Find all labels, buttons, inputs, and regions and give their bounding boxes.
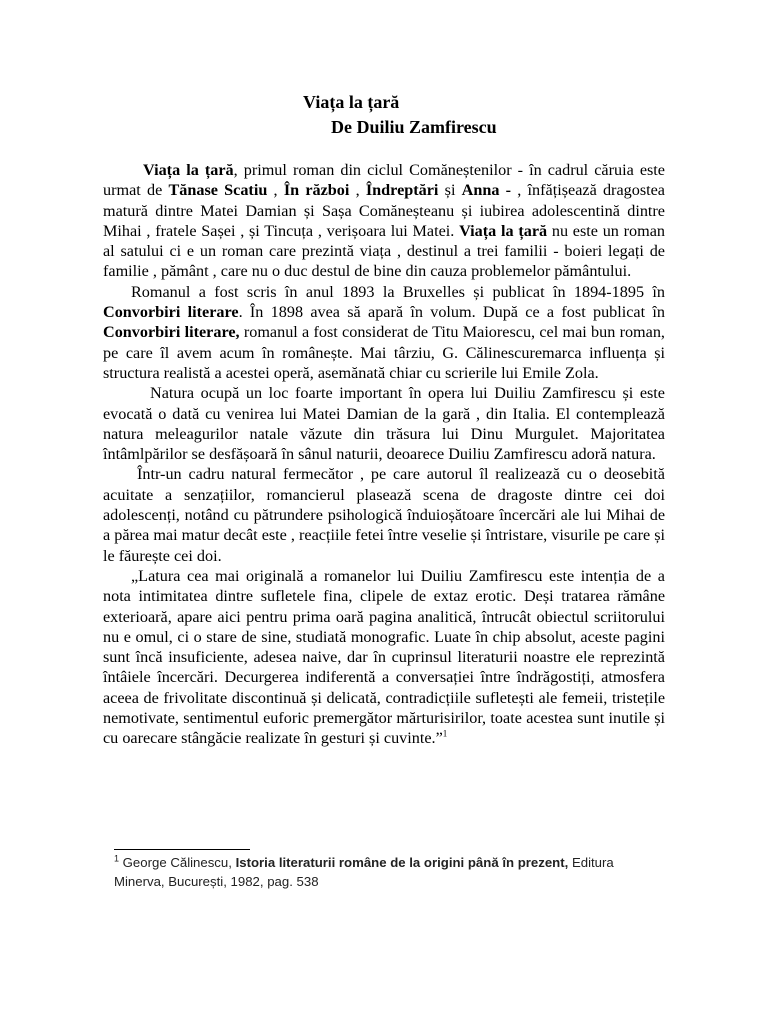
paragraph (103, 566, 665, 749)
text-run: , înfățișează dragostea matură dintre Matei Damian și Sașa Comăneșteanu și iubirea adolescentină dintre Mihai , fratele Sașei , și Tincuța , verișoara lui Matei. (103, 181, 665, 240)
text-run: Într-un cadru natural fermecător , pe care autorul îl realizează cu o deosebită acuitate a senzațiilor, romancierul plasează scena de dragoste dintre cei doi adolescenți, notând cu pătrundere psihologică înduioșătoare încercări ale lui Mihai de a părea mai matur decât este , reacțiile fetei între veselie și întristare, visurile pe care și le făurește cei doi. (103, 465, 665, 565)
text-run: Natura ocupă un loc foarte important în opera lui Duiliu Zamfirescu și este evocată o dată cu venirea lui Matei Damian de la gară , din Italia. El contemplează natura meleagurilor natale văzute din trăsura lui Dinu Murgulet. Majoritatea întâmlpărilor se desfășoară în sânul naturii, deoarece Duiliu Zamfirescu adoră natura. (103, 384, 665, 464)
paragraph (103, 383, 665, 464)
text-run: Editura Minerva, București, 1982, pag. 538 (114, 855, 614, 889)
paragraph (103, 464, 665, 565)
footnote (114, 853, 664, 891)
text-run: . În 1898 avea să apară în volum. După ce a fost publicat în (238, 303, 665, 322)
bold-text: Anna - (461, 181, 512, 200)
bold-text: Convorbiri literare, (103, 323, 240, 342)
text-run: Romanul a fost scris în anul 1893 la Bruxelles și publicat în 1894-1895 în (131, 282, 665, 301)
footnote-ref: 1 (442, 728, 448, 739)
text-run: George Călinescu, (119, 855, 236, 870)
bold-text: Viața la țară (459, 221, 548, 240)
text-run: nu este un roman al satului ci e un roman care prezintă viața , destinul a trei familii - boieri legați de familie , pământ , care nu o duc destul de bine din cauza problemelor pământului. (103, 221, 665, 281)
bold-text: Istoria literaturii române de la origini până în prezent, (235, 855, 569, 870)
bold-text: Convorbiri literare (103, 303, 239, 322)
bold-text: Tănase Scatiu (168, 181, 268, 200)
text-run: romanul a fost considerat de Titu Maiorescu, cel mai bun roman, pe care îl avem acum în românește. Mai târziu, G. Călinescuremarca influența și structura realistă a acestei operă, asemănată chiar cu scrierile lui Emile Zola. (103, 323, 665, 382)
bold-text: Viața la țară (143, 161, 234, 179)
document-subtitle: De Duiliu Zamfirescu (331, 117, 497, 137)
paragraph (103, 160, 665, 282)
document-body (103, 160, 665, 749)
document-title: Viața la țară (303, 92, 400, 112)
text-run: , (267, 181, 284, 200)
text-run: , (349, 181, 366, 200)
footnote-divider (114, 849, 250, 850)
text-run: „Latura cea mai originală a romanelor lui Duiliu Zamfirescu este intenția de a nota intimitatea dintre sufletele fina, clipele de extaz erotic. Deși tratarea rămâne exterioară, apare aici pentru prima oară pagina analitică, întrucât obiectul scriitorului nu e omul, ci o stare de sine, studiată monografic. Luate în chip absolut, aceste pagini sunt încă insuficiente, adesea naive, dar în cuprinsul literaturii noastre ele reprezintă întâiele încercări. Decurgerea indiferentă a conversației între îndrăgostiți, atmosfera aceea de frivolitate discontinuă și delicată, contradicțiile sufletești ale femeii, tristețile nemotivate, sentimentul euforic premergător mărturisirilor, toate acestea sunt inutile și cu oarecare stângăcie realizate în gesturi și cuvinte.” (103, 566, 665, 748)
bold-text: În război (283, 181, 350, 200)
footnote-marker: 1 (114, 853, 120, 864)
text-run: , primul roman din ciclul Comăneștenilor - în cadrul căruia este urmat de (103, 161, 665, 200)
text-run: și (438, 181, 462, 200)
paragraph (103, 282, 665, 383)
bold-text: Îndreptări (365, 181, 439, 200)
